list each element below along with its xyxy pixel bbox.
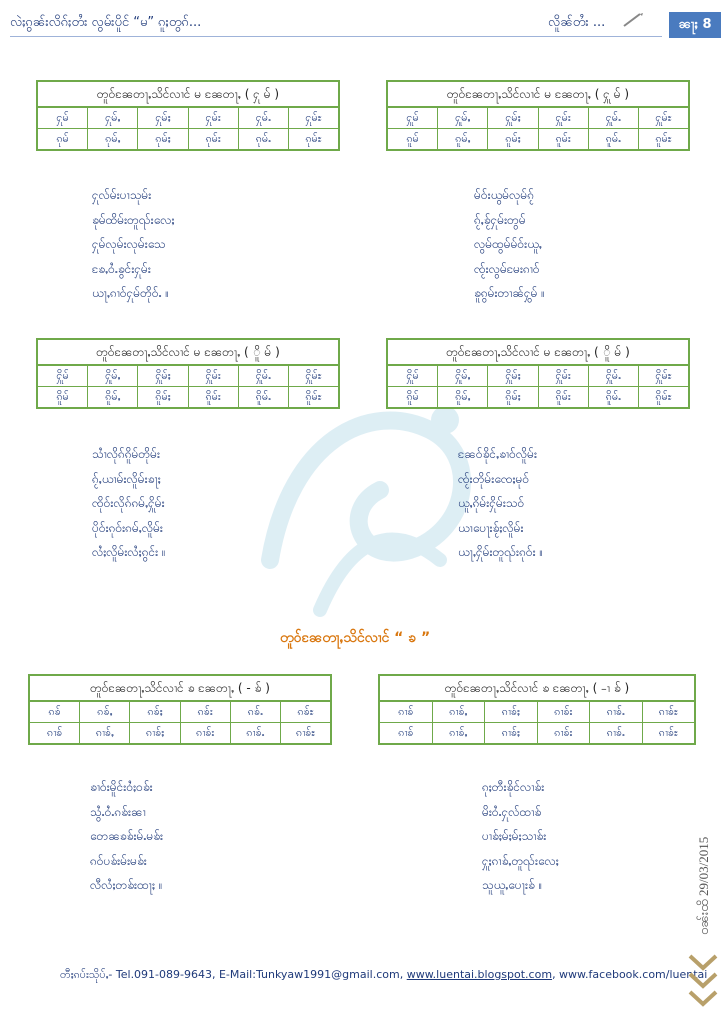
table-cell: ႁုမ်ႇ — [88, 108, 138, 128]
table-cell: ၵူမ်ႊ — [655, 132, 672, 145]
table-cell: ၵၢၶ်း — [181, 723, 231, 743]
table-row — [30, 702, 330, 722]
table-row — [38, 108, 338, 128]
poem-line: လွမ်ထွမ်မ်ဝ်းယူႇ — [474, 237, 542, 251]
table-cell: ႁိူမ်ႇ — [438, 366, 488, 386]
side-date — [688, 690, 718, 940]
table-cell: ၵိူမ်ႊ — [655, 390, 672, 403]
poem-line: ႁူႈၵၢၶ်ႇတူၺ်းလေႈ — [482, 853, 559, 868]
table-cell: ႁိူမ်ႉ — [589, 366, 639, 386]
poem-line: ယူႇၵိုမ်းႁိုမ်းသဝ် — [458, 496, 525, 510]
table-cell: ၵူမ်း — [539, 129, 589, 149]
svg-text:ဝၼ်းထိ 29/03/2015: ဝၼ်းထိ 29/03/2015 — [696, 836, 711, 935]
table-cell: ၵူမ်ႈ — [488, 129, 538, 149]
table-cell: ၵၢၶ်ႊ — [658, 726, 678, 739]
table-cell: ႁိူမ်ႈ — [488, 366, 538, 386]
poem-block — [458, 442, 543, 565]
table-cell: ၵၢၶ်ႇ — [80, 723, 130, 743]
poem-line: ႁုလ်မ်းပၢသုမ်း — [92, 188, 152, 202]
table-4 — [386, 338, 690, 409]
table-cell: ႁိူမ်ႈ — [138, 366, 188, 386]
table-cell: ၵိူမ်ႇ — [88, 387, 138, 407]
page-number-badge: ၼႃႈ 8 — [669, 12, 721, 38]
table-cell: ၵၶ် — [30, 702, 80, 722]
header-divider — [10, 36, 662, 37]
table-cell: ၵူမ်ႉ — [589, 129, 639, 149]
table-cell: ၵၢၶ်ႊ — [295, 726, 316, 739]
table-row — [38, 366, 338, 386]
poem-line: ၶၢဝ်းမိူင်းဝႆႈဝၶ်း — [90, 780, 153, 794]
table-cell: ၵၶ်ႊ — [297, 705, 314, 718]
table-cell: ႁူမ်ႇ — [438, 108, 488, 128]
table-cell: ၵၶ်ႉ — [231, 702, 281, 722]
poem-line: ၼႄဝ်ၶိုင်ႇၶၢဝ်လိူမ်း — [458, 447, 537, 461]
table-title: တူဝ်ၼႄတႃႇသိင်လၢင် မ ၼႄတႃႇ ( ႁူ မ် ) — [388, 82, 688, 108]
table-title: တူဝ်ၼႄတႃႇသိင်လၢင် ၶ ၼႄတႃႇ ( - ၶ် ) — [30, 676, 330, 702]
poem-line: ယႃႇၵၢဝ်ႁုမ်တိုဝ်ႉ ။ — [92, 286, 170, 300]
poem-block — [482, 775, 559, 898]
table-5 — [28, 674, 332, 745]
table-row — [380, 722, 694, 743]
poem-block — [90, 775, 163, 898]
poem-line: ၸႂ်းတိုမ်းၸေႈမုဝ် — [458, 471, 530, 486]
table-cell: ၵၢၶ်ႉ — [590, 723, 643, 743]
table-title: တူဝ်ၼႄတႃႇသိင်လၢင် မ ၼႄတႃႇ ( ိူ မ် ) — [38, 340, 338, 366]
poem-line: ပိုဝ်းၵုဝ်းၵမ်ႇလိူမ်း — [92, 520, 163, 535]
table-cell: ၵိူမ်ႇ — [438, 387, 488, 407]
table-cell: ၵိူမ်ႈ — [138, 387, 188, 407]
poem-line: မိးဝႆႉႁုလ်ထၢၶ် — [482, 804, 542, 819]
footer-facebook[interactable]: , www.facebook.com/luentai — [552, 968, 708, 981]
poem-line: ၸိုဝ်းလိုၵ်ၵမ်ႇႁိူမ်း — [92, 496, 165, 510]
table-cell: ၵုမ်ႉ — [239, 129, 289, 149]
section-title: တူဝ်ၼႄတႃႇသိင်လၢင် “ ၶ ” — [280, 630, 431, 646]
header-subtitle: လိူၼ်တႆး ... — [548, 15, 606, 30]
table-cell: ၵိူမ်း — [189, 387, 239, 407]
table-cell: ၵၢၶ်ႉ — [231, 723, 281, 743]
poem-line: ယႃႇႁိုမ်းတူၺ်းၵုဝ်း ။ — [458, 545, 544, 559]
table-cell: ၵိူမ်ႉ — [589, 387, 639, 407]
header-title: လဲႈၵွၼ်းလိၵ်ႈတႆး လွမ်းပိူင် “မ” ၵူႈတွၵ်... — [10, 15, 202, 30]
poem-line: ၵႂ်ႇယၢမ်းလိူမ်းၶႃႈ — [92, 471, 161, 486]
poem-line: ယၢပေႃးၶႂ်ႈလိူမ်း — [458, 520, 524, 535]
table-cell: ၵိူမ်ႈ — [488, 387, 538, 407]
poem-line: ၵႂ်ႇၶႂ်ႁုမ်းတွမ် — [474, 212, 526, 227]
poem-line: ၶႄႇဝႆႉၶွင်းႁုမ်း — [92, 261, 151, 276]
table-cell: ၵၢၶ် — [30, 723, 80, 743]
table-cell: ၵိူမ်ႊ — [305, 390, 322, 403]
table-cell: ႁူမ်ႉ — [589, 108, 639, 128]
table-cell: ႁုမ်ႊ — [305, 111, 322, 124]
poem-line: လီလႆႈတၶ်းထႃႈ ။ — [90, 878, 163, 892]
table-cell: ၵုမ်ႇ — [88, 129, 138, 149]
table-cell: ႁုမ်ႉ — [239, 108, 289, 128]
table-cell: ၵၢၶ်ႇ — [433, 723, 486, 743]
table-cell: ၵုမ်း — [189, 129, 239, 149]
table-cell: ႁိူမ်း — [189, 366, 239, 386]
table-cell: ႁိူမ်ႊ — [305, 369, 322, 382]
table-cell: ႁိူမ်ႉ — [239, 366, 289, 386]
table-cell: ႁိူမ်ႊ — [655, 369, 672, 382]
table-2 — [386, 80, 690, 151]
table-cell: ၵၢၶ်ႈ — [485, 702, 538, 722]
table-cell: ၵူမ်ႇ — [438, 129, 488, 149]
table-cell: ၵၢၶ် — [380, 723, 433, 743]
table-cell: ႁုမ်ႈ — [138, 108, 188, 128]
table-6 — [378, 674, 696, 745]
table-cell: ၵၢၶ်ႈ — [485, 723, 538, 743]
table-cell: ၵူမ် — [388, 129, 438, 149]
poem-line: သၢႆလိုၵ်ၵိူမ်တိုမ်း — [92, 447, 160, 461]
table-row — [380, 702, 694, 722]
table-row — [388, 108, 688, 128]
poem-line: လႆႈလိူမ်းလႆႈၵွင်း ။ — [92, 545, 166, 559]
table-cell: ႁူမ်ႊ — [655, 111, 672, 124]
table-row — [388, 386, 688, 407]
table-cell: ႁိူမ် — [38, 366, 88, 386]
poem-line: သူယူႇပေႃးၶ် ။ — [482, 878, 543, 892]
poem-line: ၶုမ်ထိမ်းတူၺ်းလေႈ — [92, 212, 175, 227]
poem-line: ၵုႈတီးၶိုင်လၢၶ်း — [482, 780, 545, 794]
table-cell: ႁူမ်ႈ — [488, 108, 538, 128]
table-cell: ႁုမ် — [38, 108, 88, 128]
table-cell: ၵိူမ် — [388, 387, 438, 407]
poem-line: ၶူၵွမ်းတၢၼ်ႁွမ် ။ — [474, 286, 545, 300]
footer-prefix: တီႈၵပ်းသိုပ်ႇ- Tel.091-089-9643, E-Mail:Tunkyaw1991@gmail.com, — [60, 968, 404, 981]
table-cell: ၵိူမ်း — [539, 387, 589, 407]
table-title: တူဝ်ၼႄတႃႇသိင်လၢင် မ ၼႄတႃႇ ( ိူ မ် ) — [388, 340, 688, 366]
table-row — [30, 722, 330, 743]
table-3 — [36, 338, 340, 409]
table-cell: ၵိူမ် — [38, 387, 88, 407]
table-cell: ႁူမ်း — [539, 108, 589, 128]
table-cell: ၵိူမ်ႉ — [239, 387, 289, 407]
table-cell: ၵုမ်ႈ — [138, 129, 188, 149]
table-row — [388, 128, 688, 149]
table-cell: ႁိူမ် — [388, 366, 438, 386]
footer-contact — [60, 968, 707, 984]
footer-blog-link[interactable]: www.luentai.blogspot.com — [406, 968, 553, 981]
poem-line: သွႆႉဝႆႉၵၶ်းၼၢ — [90, 804, 146, 819]
table-cell: ၵၶ်ႇ — [80, 702, 130, 722]
poem-block — [92, 183, 175, 306]
table-cell: ၵၢၶ် — [380, 702, 433, 722]
table-cell: ၵၢၶ်ႊ — [658, 705, 678, 718]
table-cell: ၵၢၶ်း — [538, 723, 591, 743]
poem-block — [92, 442, 166, 565]
table-title: တူဝ်ၼႄတႃႇသိင်လၢင် ၶ ၼႄတႃႇ ( -ၢ ၶ် ) — [380, 676, 694, 702]
poem-line: တေၼၶၶ်းမ်ႉမၶ်း — [90, 829, 164, 843]
table-title: တူဝ်ၼႄတႃႇသိင်လၢင် မ ၼႄတႃႇ ( ႁု မ် ) — [38, 82, 338, 108]
table-cell: ႁိူမ်း — [539, 366, 589, 386]
table-cell: ၵုမ် — [38, 129, 88, 149]
table-cell: ၵၢၶ်ႉ — [590, 702, 643, 722]
pen-icon — [622, 12, 644, 28]
table-1 — [36, 80, 340, 151]
poem-line: ၸႂ်းလွမ်မႄးၵၢဝ် — [474, 261, 540, 276]
table-cell: ၵုမ်ႊ — [305, 132, 322, 145]
table-cell: ႁိူမ်ႇ — [88, 366, 138, 386]
table-cell: ၵၢၶ်း — [538, 702, 591, 722]
table-row — [38, 128, 338, 149]
poem-line: ပၢၶ်ႈမ်ႈမ်ႈသၢၶ်း — [482, 829, 547, 843]
poem-line: ႁုမ်လုမ်းလုမ်းသေ — [92, 237, 166, 251]
table-row — [38, 386, 338, 407]
table-cell: ၵၶ်ႈ — [130, 702, 180, 722]
table-cell: ႁူမ် — [388, 108, 438, 128]
poem-line: မ်ဝ်းယွမ်လုမ်ၵႂ် — [474, 188, 535, 202]
poem-block — [474, 183, 545, 306]
table-row — [388, 366, 688, 386]
chevron-decoration-icon — [688, 948, 718, 1018]
table-cell: ၵၢၶ်ႈ — [130, 723, 180, 743]
table-cell: ႁုမ်း — [189, 108, 239, 128]
table-cell: ၵၶ်း — [181, 702, 231, 722]
poem-line: ၵဝ်ပၶ်းမ်းမၶ်း — [90, 853, 147, 868]
table-cell: ၵၢၶ်ႇ — [433, 702, 486, 722]
